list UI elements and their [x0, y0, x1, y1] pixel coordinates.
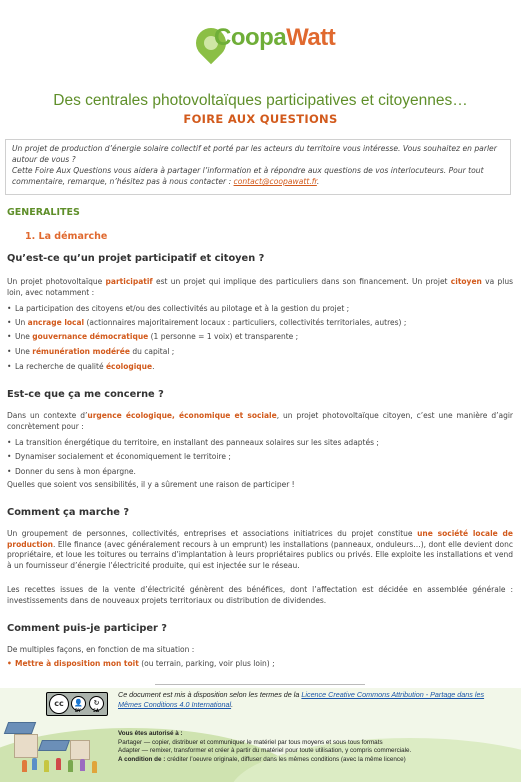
logo-wordmark: CoopaWatt [214, 24, 336, 51]
list-item: • Dynamiser socialement et économiquement le territoire ; [7, 452, 231, 461]
list-item: • Donner du sens à mon épargne. [7, 467, 136, 476]
intro-line-1: Un projet de production d’énergie solaire collectif et porté par les acteurs du territoire vous intéresse. Vous souhaitez en parler autour de vous ? [12, 144, 497, 164]
divider [155, 684, 365, 685]
person-icon [92, 761, 97, 773]
list-item: • Un ancrage local (actionnaires majoritairement locaux : particuliers, collectivités territoriales, autres) ; [7, 318, 407, 327]
question-heading: Qu’est-ce qu’un projet participatif et citoyen ? [7, 253, 265, 264]
intro-box: Un projet de production d’énergie solaire collectif et porté par les acteurs du territoire vous intéresse. Vous souhaitez en parler autour de vous ? Cette Foire Aux Questions vous aidera à partager l’information et à répondre aux questions de vos interlocuteurs. Pour tout commentaire, remarque, n’hésitez pas à nous contacter : contact@coopawatt.fr. [5, 139, 511, 195]
person-icon [44, 760, 49, 772]
license-permissions: Vous êtes autorisé à : Partager — copier, distribuer et communiquer le matériel par tous moyens et sous tous formats Adapter — remixer, transformer et créer à partir du matériel pour toute utilisation, y compris commerciale. A condition de : créditer l’oeuvre originale, diffuser dans les mêmes conditions (avec la même licence) [118, 730, 412, 763]
paragraph: Un projet photovoltaïque participatif est un projet qui implique des particuliers dans son financement. Un projet citoyen va plus loin, avec notamment : [7, 277, 514, 297]
house-icon [70, 740, 90, 760]
list-item: • Mettre à disposition mon toit (ou terrain, parking, voir plus loin) ; [7, 659, 275, 668]
paragraph: Quelles que soient vos sensibilités, il y a sûrement une raison de participer ! [7, 480, 295, 489]
page-subtitle: FOIRE AUX QUESTIONS [183, 112, 338, 126]
question-heading: Comment ça marche ? [7, 507, 130, 518]
list-item: • La participation des citoyens et/ou des collectivités au pilotage et à la gestion du projet ; [7, 304, 350, 313]
solar-panel-icon [38, 740, 70, 751]
person-icon [22, 760, 27, 772]
cc-icon: cc [49, 694, 69, 714]
solar-panel-icon [4, 722, 36, 734]
person-icon [68, 760, 73, 772]
house-icon [14, 734, 38, 758]
subsection-heading: 1. La démarche [25, 231, 108, 242]
intro-line-2: Cette Foire Aux Questions vous aidera à partager l’information et à répondre aux questions de vos interlocuteurs. Pour tout commentaire, remarque, n’hésitez pas à nous contacter : [12, 166, 484, 186]
contact-email-link[interactable]: contact@coopawatt.fr [233, 177, 317, 186]
license-notice: Ce document est mis à disposition selon les termes de la Licence Creative Commons Attribution - Partage dans les Mêmes Conditions 4.0 International. [118, 690, 485, 709]
paragraph: Un groupement de personnes, collectivités, entreprises et associations initiatrices du projet constitue une société locale de production. Elle finance (avec généralement recours à un emprunt) les installations (panneaux, onduleurs…), dont elle devient donc propriétaire, et loue les toitures ou terrains d’implantation à leurs propriétaires publics ou privés. Elle exploite les installations et vend à un fournisseur d’énergie l’électricité produite, qui est injectée sur le réseau. [7, 529, 513, 570]
page-title: Des centrales photovoltaïques participatives et citoyennes… [53, 92, 468, 109]
person-icon [32, 758, 37, 770]
attribution-icon: 👤 [71, 696, 86, 711]
person-icon [56, 758, 61, 770]
creative-commons-badge[interactable]: cc 👤 ↻ BY SA [46, 692, 108, 716]
list-item: • La recherche de qualité écologique. [7, 362, 155, 371]
question-heading: Est-ce que ça me concerne ? [7, 389, 164, 400]
share-alike-icon: ↻ [89, 696, 104, 711]
license-link[interactable]: Licence Creative Commons Attribution - Partage dans les Mêmes Conditions 4.0 International [118, 690, 485, 709]
list-item: • Une gouvernance démocratique (1 personne = 1 voix) et transparente ; [7, 332, 299, 341]
paragraph: Dans un contexte d’urgence écologique, économique et sociale, un projet photovoltaïque citoyen, c’est une manière d’agir concrètement pour : [7, 411, 514, 431]
list-item: • La transition énergétique du territoire, en installant des panneaux solaires sur les sites adaptés ; [7, 438, 379, 447]
section-heading: GENERALITES [7, 207, 80, 218]
person-icon [80, 759, 85, 771]
question-heading: Comment puis-je participer ? [7, 623, 167, 634]
paragraph: Les recettes issues de la vente d’électricité génèrent des bénéfices, dont l’affectation est décidée en assemblée générale : investissements dans de nouveaux projets territoriaux ou distribution de dividendes. [7, 585, 513, 605]
paragraph: De multiples façons, en fonction de ma situation : [7, 645, 195, 654]
coopawatt-logo [188, 20, 338, 70]
list-item: • Une rémunération modérée du capital ; [7, 347, 175, 356]
